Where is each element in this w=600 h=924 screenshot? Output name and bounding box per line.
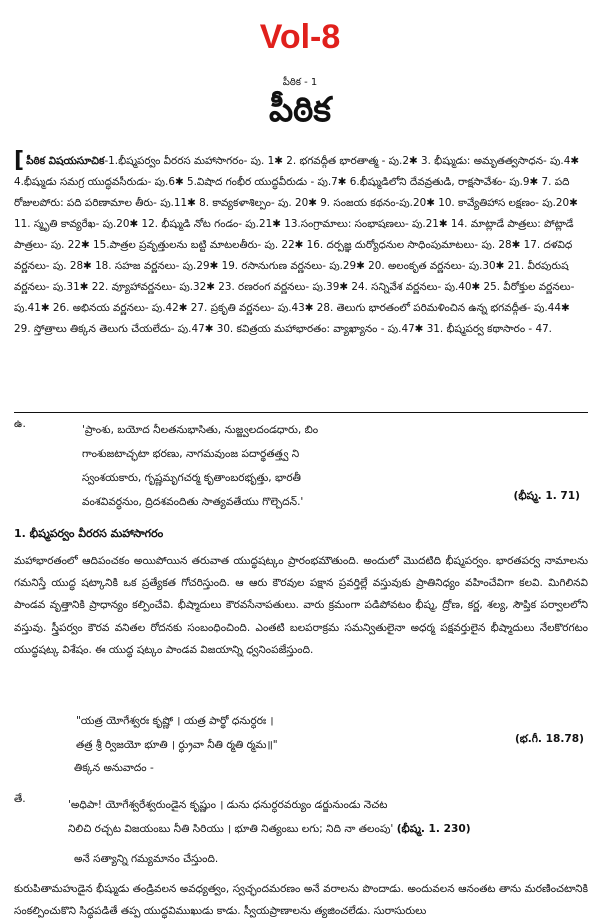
page-title: పీఠిక: [268, 90, 332, 130]
verse-line: 'అధిపా! యోగేశ్వరేశ్వరుండైన కృష్ణుం । డును ధనుర్ధరవర్యుం డర్జునుండు నెచట: [68, 799, 388, 811]
toc-bracket: [: [14, 148, 25, 173]
sanskrit-line: "యత్ర యోగేశ్వరః కృష్ణో । యత్ర పార్థో ధనుర్ధరః ।: [76, 715, 274, 727]
toc-label: పీఠిక విషయసూచిక: [26, 155, 105, 167]
translation-label: తిక్కన అనువాదం -: [74, 762, 154, 774]
verse-reference: (భీష్మ. 1. 230): [396, 823, 471, 835]
verse-line: వంశవివర్ధనుం, ద్రిదశవందితు సాత్యవతేయు గొల్చెదన్.': [82, 496, 304, 508]
toc-text: -1.భీష్మపర్వం వీరరస మహాసాగరం- పు. 1✱ 2. భగవద్గీత భారతాత్మ - పు.2✱ 3. భీష్ముడు: అమృతత్వసాధన- పు.4✱ 4.భీష్ముడు సమగ్ర యుద్ధవసీరుడు- పు.6✱ 5.విషాద గంభీర యుద్ధవీరుడు - పు.7✱ 6.భీష్ముడిలోని దేవవ్రతుడి, రాక్షసావేశం- పు.9✱ 7. పది రోజులపోరు: పది పరిణామాల తీరు- పు.11✱ 8. కావ్యకళాశిల్పం- పు. 20✱ 9. సంజయ కథనం-పు.20✱ 10. కావ్యేతిహాస లక్షణం- పు.20✱ 11. స్మృతి కావ్యరేఖ- పు.20✱ 12. భీష్ముడి నోట గండం- పు.21✱ 13.సంగ్రామాలు: సంభాషణలు- పు.21✱ 14. మాట్లాడే పాత్రలు: పోట్లాడే పాత్రలు- పు. 22✱ 15.పాత్రల ప్రవృత్తులను బట్టి మాటలతీరు- పు. 22✱ 16. దర్పజ్ఞ దుర్యోధనుల సాధింపుమాటలు- పు. 28✱ 17. దళవిధ వర్ణనలు- పు. 28✱ 18. సహజ వర్ణనలు- పు.29✱ 19. రసానుగుణ వర్ణనలు- పు.29✱ 20. అలంకృత వర్ణనలు- పు.30✱ 21. వీరపురుష వర్ణనలు- పు.31✱ 22. వ్యూహావర్ణనలు- పు.32✱ 23. రణరంగ వర్ణనలు- పు.39✱ 24. సన్నివేశ వర్ణనలు- పు.40✱ 25. వీరోక్తుల వర్ణనలు- పు.41✱ 26. అభినయ వర్ణనలు- పు.42✱ 27. ప్రకృతి వర్ణనలు- పు.43✱ 28. తెలుగు భారతంలో పరిమళించిన ఉన్న భగవద్గీత- పు.44✱ 29. స్తోత్రాలు తిక్కన తెలుగు చేయలేదు- పు.47✱ 30. కవిత్రయ మహాభారతం: వ్యాఖ్యానం - పు.47✱ 31. భీష్మపర్వ కథాసారం - 47.: [14, 155, 580, 335]
verse-line: స్వంశయకారు, గృష్ణమృగచర్మ కృతాంబరభృత్తు, భారతీ: [82, 472, 301, 484]
sanskrit-line: తత్ర శ్రీ ర్విజయో భూతి । ర్ధ్రువా నీతి ర్మతి ర్మమ॥": [76, 739, 278, 751]
page-subheading: పీఠిక - 1: [282, 77, 318, 88]
verse-line: 'ప్రాంశు, బయోద నీలతనుభాసితు, నుజ్జ్వలదండధారు, బిం: [82, 424, 319, 436]
section-heading: 1. భీష్మపర్వం వీరరస మహాసాగరం: [14, 527, 164, 540]
conclusion-line: అనే సత్యాన్ని గమ్యమానం చేస్తుంది.: [74, 853, 219, 865]
paragraph: కురుపితామహుడైన భీష్ముడు తండ్రివలన అవధ్యత్వం, స్వచ్ఛందమరణం అనే వరాలను పొందాడు. అందువలన ఆనంతట తాను మరణించటానికి సంకల్పించుకొని సిద్ధపడితే తప్ప యుద్ధవిముఖుడు కాడు. స్వీయప్రాణాలను త్యజించలేడు. సురాసురులు: [14, 883, 588, 918]
verse-line: గాంశుజటాచ్ఛటా భరణు, నాగమవుంజ పదార్థతత్త్వ ని: [82, 448, 300, 460]
verse-meter: ఉ.: [14, 418, 26, 430]
sanskrit-reference: (భ.గీ. 18.78): [514, 733, 584, 745]
divider: [14, 412, 588, 413]
sanskrit-verse: [76, 709, 596, 757]
verse-lines: [68, 793, 588, 841]
verse-line: [68, 817, 588, 841]
table-of-contents: [14, 150, 588, 340]
verse-block-1: [14, 418, 588, 518]
verse-block-2: [14, 793, 588, 848]
verse-lines: [82, 418, 502, 514]
paragraph: మహాభారతంలో ఆదిపంచకం అయిపోయిన తరువాత యుద్ధషట్కం ప్రారంభమౌతుంది. అందులో మొదటిది భీష్మపర్వం. భారతపర్వ నామాలను గమనిస్తే యుద్ధ షట్కానికి ఒక ప్రత్యేకత గోచరిస్తుంది. ఆ ఆరు కౌరవుల పక్షాన ప్రవర్తిల్లే వస్తువుకు ప్రాతినిధ్యం వహించేవిగా కలవి. మిగిలినవి పాండవ వృత్తానికి ప్రాధాన్యం కల్పించేవి. భీష్మాదులు కౌరవసేనాపతులు. వారు క్రమంగా పడిపోవటం భీష్మ, ద్రోణ, కర్ణ, శల్య, సౌప్తిక పర్వాలలోని వస్తువు. స్త్రీపర్వం కౌరవ వనితల రోదనకు సంబంధించింది. ఎంతటి బలపరాక్రమ సమన్వితులైనా అధర్మ పక్షవర్తులైన భీష్మాదులు నేలకొరగటం యుద్ధషట్క విశేషం. ఈ యుద్ధ షట్కం పాండవ విజయాన్ని ధ్వనింపజేస్తుంది.: [14, 555, 588, 656]
verse-meter: తే.: [14, 793, 26, 805]
volume-heading: Vol-8: [259, 18, 341, 56]
verse-reference: (భీష్మ. 1. 71): [513, 490, 580, 502]
verse-line-text: నిలిచి రచ్చట విజయంబు నీతి సిరియు । భూతి నిత్యంబు లగు; నిది నా తలంపు': [68, 823, 394, 835]
